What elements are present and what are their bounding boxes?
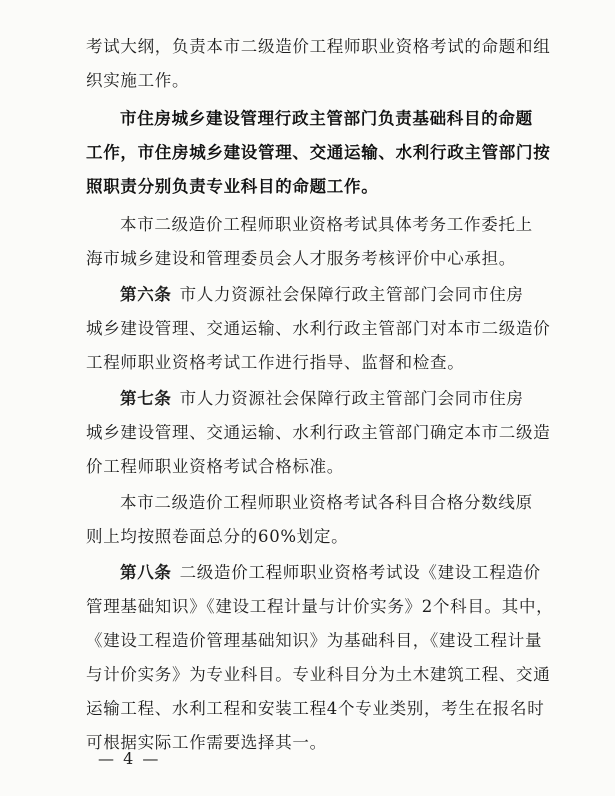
text-line: 工作，市住房城乡建设管理、交通运输、水利行政主管部门按 [86,143,551,162]
article-text: 二级造价工程师职业资格考试设《建设工程造价 [179,563,541,582]
text-line: 工程师职业资格考试工作进行指导、监督和检查。 [86,353,465,372]
text-line [86,382,556,416]
text-line: 考试大纲，负责本市二级造价工程师职业资格考试的命题和组 [86,37,551,56]
text-line: 与计价实务》为专业科目。专业科目分为土木建筑工程、交通 [86,665,551,684]
text-line: 照职责分别负责专业科目的命题工作。 [86,177,379,196]
article-text: 市人力资源社会保障行政主管部门会同市住房 [179,389,524,408]
text-line: 运输工程、水利工程和安装工程4个专业类别，考生在报名时 [86,699,545,718]
text-line: 本市二级造价工程师职业资格考试具体考务工作委托上 [120,215,533,234]
article-heading: 第八条 [120,563,172,582]
text-line: 海市城乡建设和管理委员会人才服务考核评价中心承担。 [86,249,516,268]
paragraph-bold [86,102,556,204]
text-line: 城乡建设管理、交通运输、水利行政主管部门对本市二级造价 [86,319,551,338]
article-heading: 第六条 [120,285,172,304]
paragraph [86,30,556,98]
document-body [86,30,556,760]
text-line: 城乡建设管理、交通运输、水利行政主管部门确定本市二级造 [86,423,551,442]
article-6 [86,278,556,380]
text-line: 则上均按照卷面总分的60%划定。 [86,527,349,546]
article-heading: 第七条 [120,389,172,408]
text-line: 《建设工程造价管理基础知识》为基础科目，《建设工程计量 [86,631,543,650]
paragraph [86,486,556,554]
text-line [86,556,556,590]
text-line: 本市二级造价工程师职业资格考试各科目合格分数线原 [120,493,533,512]
text-line [86,278,556,312]
article-8 [86,556,556,760]
text-line: 市住房城乡建设管理行政主管部门负责基础科目的命题 [120,109,533,128]
text-line: 管理基础知识》《建设工程计量与计价实务》2个科目。其中， [86,597,554,616]
text-line: 可根据实际工作需要选择其一。 [86,733,327,752]
article-text: 市人力资源社会保障行政主管部门会同市住房 [179,285,524,304]
article-7 [86,382,556,484]
text-line: 织实施工作。 [86,71,190,90]
text-line: 价工程师职业资格考试合格标准。 [86,457,344,476]
page-number: — 4 — [98,749,161,768]
paragraph [86,208,556,276]
